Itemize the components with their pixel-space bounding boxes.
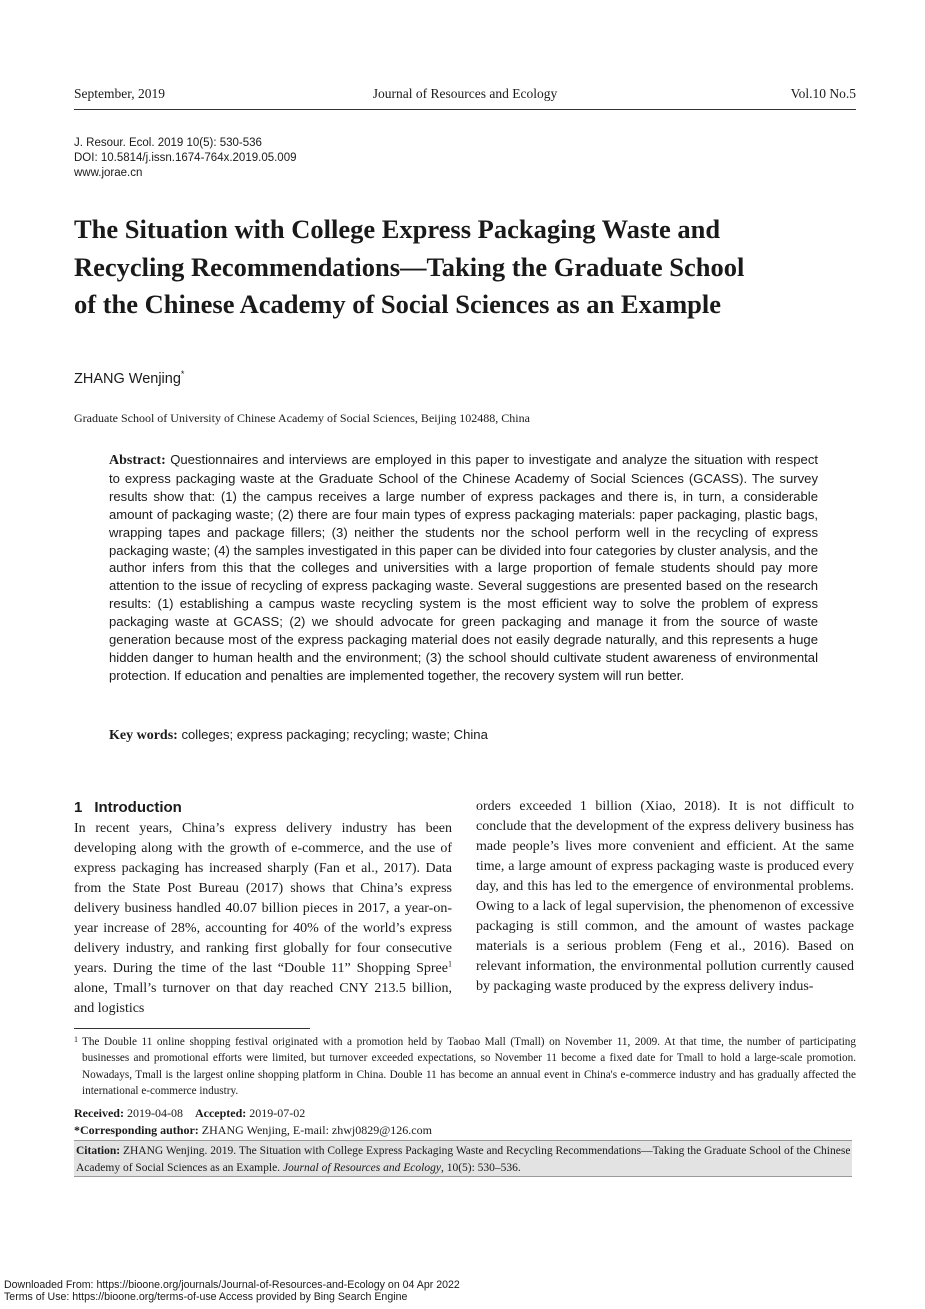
title-line-1: The Situation with College Express Packaging Waste and — [74, 214, 721, 244]
received-label: Received: — [74, 1106, 124, 1120]
corresponding-label: *Corresponding author: — [74, 1123, 199, 1137]
intro-text-part-1: In recent years, China’s express delivery industry has been developing along with the growth of e-commerce, and the use of express packaging has increased sharply (Fan et al., 2017). Data from the State Post Bureau (2017) shows that China’s express delivery business handled 40.07 billion pieces in 2017, a year-on-year increase of 28%, accounting for 40% of the world’s express delivery industry, and ranking first globally for four consecutive years. During the time of the last “Double 11” Shopping Spree — [74, 821, 452, 976]
download-footer — [4, 1279, 460, 1303]
intro-paragraph-left — [74, 819, 452, 1019]
article-dates — [74, 1105, 432, 1139]
abstract-text: Questionnaires and interviews are employed in this paper to investigate and analyze the situation with respect to express packaging waste at the Graduate School of the Chinese Academy of Social Sciences (GCASS). The survey results show that: (1) the campus receives a large number of express packages and there is, in turn, a considerable amount of packaging waste; (2) there are four main types of express packaging materials: paper packaging, plastic bags, wrapping tapes and package fillers; (3) neither the students nor the school perform well in the recycling of express packaging waste; (4) the samples investigated in this paper can be divided into four categories by cluster analysis, and the author infers from this that the colleges and universities with a large proportion of female students should pay more attention to the issue of recycling of express packaging waste. Several suggestions are presented based on the research results: (1) establishing a campus waste recycling system is the most efficient way to solve the problem of express packaging waste at GCASS; (2) we should advocate for green packaging and manage it from the source of waste generation because most of the express packaging material does not easily degrade naturally, and this represents a huge hidden danger to human health and the environment; (3) the school should cultivate student awareness of environmental protection. If education and penalties are implemented together, the recovery system will run better. — [109, 452, 819, 683]
citation-journal: Journal of Resources and Ecology — [282, 1162, 441, 1174]
footnote-reference-mark[interactable]: 1 — [448, 959, 452, 969]
footnote-mark: 1 — [74, 1035, 78, 1044]
header-journal: Journal of Resources and Ecology — [372, 86, 558, 101]
author — [74, 369, 184, 387]
accepted-date: 2019-07-02 — [249, 1106, 306, 1120]
header-rule — [74, 109, 856, 110]
citation-top-rule — [74, 1140, 852, 1141]
section-number: 1 — [74, 799, 83, 816]
reference-block — [74, 136, 297, 181]
citation-box — [74, 1140, 852, 1176]
abstract — [109, 451, 818, 685]
intro-paragraph-right: orders exceeded 1 billion (Xiao, 2018). It is not difficult to conclude that the development of the express delivery business has made people’s lives more convenient and efficient. At the same time, a large amount of express packaging waste is produced every day, and this has led to the emergence of environmental problems. Owing to a lack of legal supervision, the phenomenon of excessive packaging is still common, and the amount of wastes package materials is a serious problem (Feng et al., 2016). Based on relevant information, the environmental pollution currently caused by packaging waste produced by the express delivery indus- — [476, 799, 854, 994]
keywords-text: colleges; express packaging; recycling; waste; China — [181, 727, 488, 742]
running-header — [74, 86, 856, 104]
section-title: Introduction — [94, 799, 182, 816]
abstract-label: Abstract: — [109, 453, 166, 468]
terms-line: Terms of Use: https://bioone.org/terms-of-use Access provided by Bing Search Engine — [4, 1291, 408, 1303]
keywords-label: Key words: — [109, 728, 178, 743]
citation-label: Citation: — [76, 1145, 121, 1157]
reference-website: www.jorae.cn — [74, 167, 143, 179]
keywords — [109, 727, 818, 744]
reference-doi: DOI: 10.5814/j.issn.1674-764x.2019.05.009 — [74, 152, 297, 164]
author-mark: * — [180, 369, 185, 379]
body-column-left — [74, 797, 452, 1019]
affiliation: Graduate School of University of Chinese Academy of Social Sciences, Beijing 102488, China — [74, 411, 530, 425]
footnote-text: The Double 11 online shopping festival originated with a promotion held by Taobao Mall (Tmall) on November 11, 2009. At that time, the number of participating businesses and promotional efforts were limited, but turnover exceeded expectations, so November 11 become a fixed date for Tmall to hold a large-scale promotion. Nowadays, Tmall is the largest online shopping platform in China. Double 11 has become an annual event in China's e-commerce industry and has gradually affected the international e-commerce industry. — [82, 1036, 856, 1097]
header-volume: Vol.10 No.5 — [790, 86, 856, 101]
reference-citation: J. Resour. Ecol. 2019 10(5): 530-536 — [74, 137, 262, 149]
body-column-right — [476, 797, 854, 997]
title-line-2: Recycling Recommendations—Taking the Graduate School — [74, 251, 745, 282]
citation-text: ZHANG Wenjing. 2019. The Situation with College Express Packaging Waste and Recycling Recommendations—Taking the Graduate School of the Chinese Academy of Social Sciences as an Example. — [76, 1145, 851, 1174]
citation-volume: , 10(5): 530–536. — [440, 1162, 521, 1174]
footnote — [74, 1034, 856, 1099]
title-line-3: of the Chinese Academy of Social Sciences as an Example — [74, 289, 722, 319]
received-date: 2019-04-08 — [126, 1106, 183, 1120]
download-line: Downloaded From: https://bioone.org/journals/Journal-of-Resources-and-Ecology on 04 Apr 2022 — [4, 1279, 460, 1291]
citation-bottom-rule — [74, 1176, 852, 1177]
paper-title — [74, 211, 864, 324]
footnote-rule — [74, 1028, 310, 1029]
accepted-label: Accepted: — [194, 1106, 247, 1120]
intro-text-part-2: alone, Tmall’s turnover on that day reached CNY 213.5 billion, and logistics — [74, 981, 452, 1016]
corresponding-author: ZHANG Wenjing, E-mail: zhwj0829@126.com — [201, 1123, 432, 1137]
header-date: September, 2019 — [74, 86, 165, 101]
section-heading — [74, 797, 452, 819]
author-name: ZHANG Wenjing — [74, 370, 181, 387]
